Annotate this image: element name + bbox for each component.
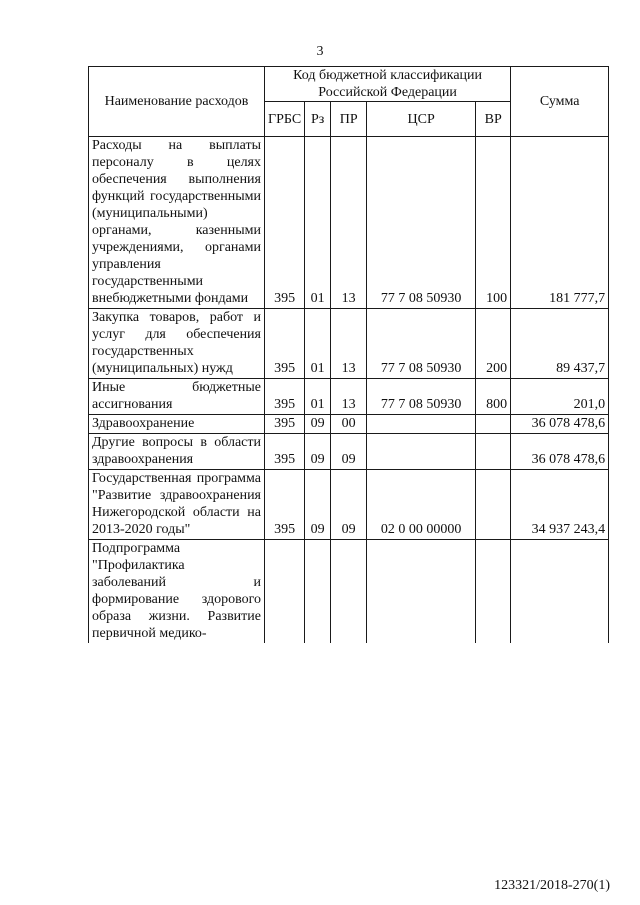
- cell-vr: 100: [476, 137, 511, 309]
- row-name: Закупка товаров, работ и услуг для обеспечения государственных (муниципальных) нужд: [89, 309, 265, 379]
- table-row: [89, 540, 609, 644]
- table-header: [89, 67, 609, 137]
- cell-sum: 34 937 243,4: [511, 470, 609, 540]
- header-csr: ЦСР: [367, 102, 476, 137]
- header-code-group: Код бюджетной классификации Российской Федерации: [265, 67, 511, 102]
- row-name: Другие вопросы в области здравоохранения: [89, 434, 265, 470]
- cell-vr: [476, 470, 511, 540]
- cell-vr: [476, 415, 511, 434]
- cell-pr: 09: [331, 434, 367, 470]
- header-pr: ПР: [331, 102, 367, 137]
- table-row: [89, 415, 609, 434]
- cell-grbs: 395: [265, 137, 305, 309]
- cell-grbs: 395: [265, 309, 305, 379]
- cell-vr: 200: [476, 309, 511, 379]
- cell-sum: 36 078 478,6: [511, 434, 609, 470]
- cell-rz: 01: [305, 309, 331, 379]
- row-name: Здравоохранение: [89, 415, 265, 434]
- page-number: 3: [316, 44, 324, 59]
- cell-sum: [511, 540, 609, 644]
- header-name: Наименование расходов: [89, 67, 265, 137]
- cell-grbs: [265, 540, 305, 644]
- cell-sum: 89 437,7: [511, 309, 609, 379]
- header-grbs: ГРБС: [265, 102, 305, 137]
- cell-sum: 36 078 478,6: [511, 415, 609, 434]
- cell-csr: [367, 415, 476, 434]
- row-name: Подпрограмма "Профилактика заболеваний и формирование здорового образа жизни. Развитие первичной медико-: [89, 540, 265, 644]
- cell-rz: 01: [305, 137, 331, 309]
- cell-grbs: 395: [265, 379, 305, 415]
- cell-csr: [367, 540, 476, 644]
- cell-sum: 181 777,7: [511, 137, 609, 309]
- cell-csr: 77 7 08 50930: [367, 309, 476, 379]
- table-row: [89, 434, 609, 470]
- row-name: Иные бюджетные ассигнования: [89, 379, 265, 415]
- cell-csr: 77 7 08 50930: [367, 379, 476, 415]
- table-row: [89, 137, 609, 309]
- document-id: 123321/2018-270(1): [494, 878, 610, 893]
- cell-rz: 09: [305, 434, 331, 470]
- table-row: [89, 309, 609, 379]
- cell-csr: 77 7 08 50930: [367, 137, 476, 309]
- header-sum: Сумма: [511, 67, 609, 137]
- cell-rz: 09: [305, 470, 331, 540]
- cell-grbs: 395: [265, 470, 305, 540]
- cell-vr: [476, 540, 511, 644]
- cell-pr: 09: [331, 470, 367, 540]
- header-vr: ВР: [476, 102, 511, 137]
- cell-rz: 01: [305, 379, 331, 415]
- cell-grbs: 395: [265, 415, 305, 434]
- cell-pr: 13: [331, 309, 367, 379]
- row-name: Государственная программа "Развитие здравоохранения Нижегородской области на 2013-2020 годы": [89, 470, 265, 540]
- cell-grbs: 395: [265, 434, 305, 470]
- cell-pr: 13: [331, 137, 367, 309]
- table-row: [89, 470, 609, 540]
- cell-sum: 201,0: [511, 379, 609, 415]
- header-rz: Рз: [305, 102, 331, 137]
- cell-pr: 13: [331, 379, 367, 415]
- cell-pr: 00: [331, 415, 367, 434]
- cell-rz: [305, 540, 331, 644]
- cell-vr: [476, 434, 511, 470]
- cell-rz: 09: [305, 415, 331, 434]
- row-name: Расходы на выплаты персоналу в целях обеспечения выполнения функций государственными (муниципальными) органами, казенными учреждениями, органами управления государственными внебюджетными фондами: [89, 137, 265, 309]
- cell-vr: 800: [476, 379, 511, 415]
- cell-csr: 02 0 00 00000: [367, 470, 476, 540]
- budget-table: [88, 66, 609, 643]
- cell-csr: [367, 434, 476, 470]
- table-row: [89, 379, 609, 415]
- cell-pr: [331, 540, 367, 644]
